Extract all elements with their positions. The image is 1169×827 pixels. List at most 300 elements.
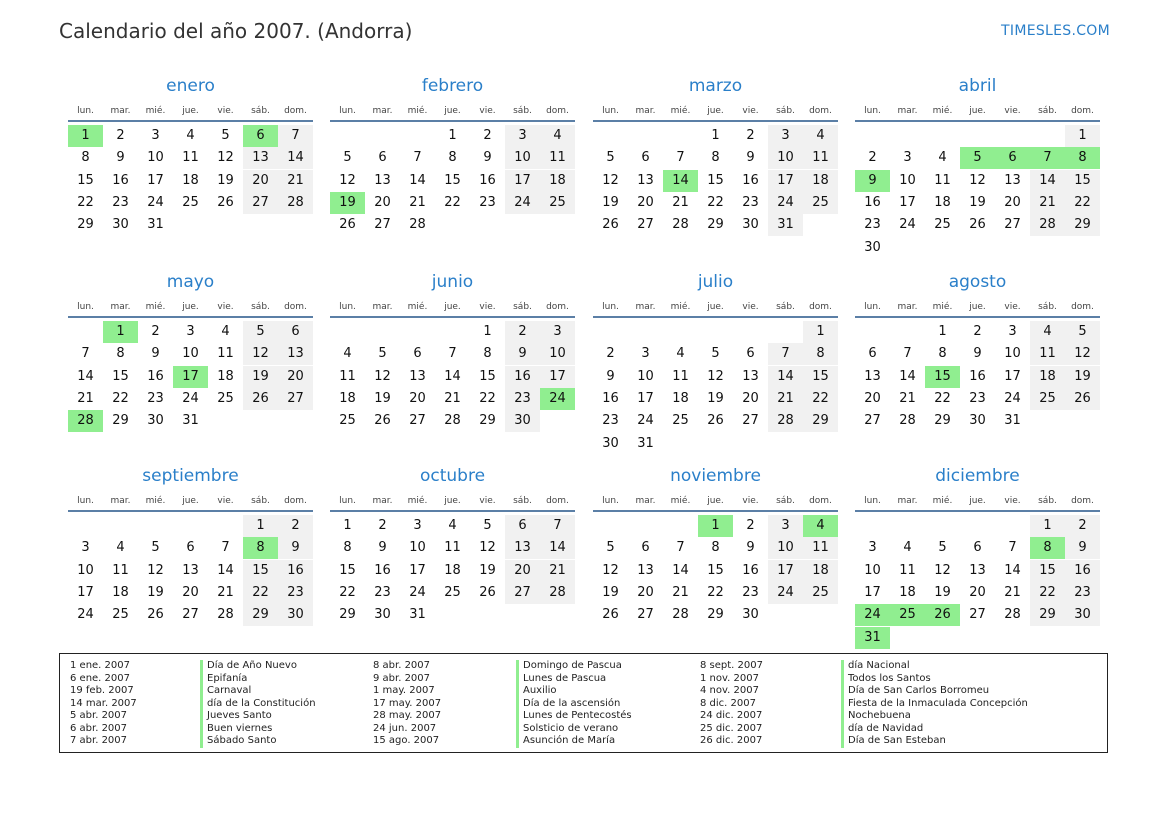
day-cell: 18 [540,170,575,192]
month-name: enero [166,76,215,96]
day-cell: 10 [409,540,426,556]
day-cell: 29 [707,217,724,233]
legend-dates-column [70,660,137,748]
day-cell: 3 [505,125,540,147]
weekday-label: lun. [602,496,619,506]
day-cell: 11 [899,562,916,578]
day-cell: 17 [864,584,881,600]
day-cell: 2 [278,515,313,537]
day-cell: 17 [540,366,575,388]
day-cell: 26 [1065,388,1100,410]
holiday-day-cell: 8 [1065,147,1100,169]
weekday-label: vie. [217,106,234,116]
legend-holiday-name: Todos los Santos [841,673,1028,686]
legend-dates-column [373,660,441,748]
day-cell: 3 [768,125,803,147]
day-cell: 5 [221,128,230,143]
day-cell: 16 [479,172,496,188]
day-cell: 8 [711,150,720,166]
day-cell: 27 [505,582,540,604]
day-cell: 3 [641,346,650,362]
day-grid [593,122,838,262]
day-cell: 3 [151,128,160,143]
day-cell: 23 [969,390,986,406]
day-cell: 28 [409,217,426,233]
day-cell: 18 [444,562,461,578]
day-cell: 26 [217,194,234,210]
day-cell: 7 [540,515,575,537]
day-grid [330,122,575,262]
legend-holiday-name: Día de San Carlos Borromeu [841,685,1028,698]
day-cell: 7 [278,125,313,147]
day-cell: 22 [1065,192,1100,214]
day-cell: 3 [81,540,90,556]
weekday-label: sáb. [513,496,532,506]
day-cell: 8 [803,343,838,365]
day-cell: 1 [343,518,352,533]
day-cell: 25 [672,413,689,429]
day-cell: 23 [742,194,759,210]
weekday-label: vie. [742,106,759,116]
weekday-label: mar. [897,496,918,506]
day-cell: 23 [278,582,313,604]
weekday-label: lun. [77,302,94,312]
day-cell: 20 [742,390,759,406]
weekday-label: lun. [864,106,881,116]
day-cell: 13 [1004,172,1021,188]
day-cell: 11 [339,368,356,384]
day-cell: 2 [505,321,540,343]
weekday-label: mié. [932,496,953,506]
day-cell: 7 [448,346,457,362]
day-cell: 8 [448,150,457,166]
weekday-label: sáb. [1038,302,1057,312]
holiday-day-cell: 8 [243,537,278,559]
day-cell: 3 [540,321,575,343]
day-cell: 11 [444,540,461,556]
day-cell: 7 [903,346,912,362]
day-cell: 28 [768,410,803,432]
legend-date: 19 feb. 2007 [70,685,134,696]
day-cell: 8 [116,346,125,362]
day-cell: 30 [1065,604,1100,626]
day-cell: 13 [374,172,391,188]
day-cell: 2 [116,128,125,143]
holiday-day-cell: 31 [855,627,890,649]
day-cell: 10 [182,346,199,362]
month-name: septiembre [142,466,239,486]
day-cell: 17 [147,172,164,188]
holiday-day-cell: 26 [925,604,960,626]
month-name: noviembre [670,466,761,486]
day-cell: 19 [1065,366,1100,388]
legend-date: 8 sept. 2007 [700,660,763,671]
weekday-label: vie. [217,496,234,506]
month-julio [593,270,838,458]
day-cell: 4 [938,150,947,166]
weekday-label: sáb. [1038,106,1057,116]
day-cell: 17 [505,170,540,192]
weekday-label: mar. [110,106,131,116]
month-name: junio [431,272,474,292]
holiday-day-cell: 28 [68,410,103,432]
day-cell: 23 [112,194,129,210]
holiday-day-cell: 24 [540,388,575,410]
day-cell: 15 [479,368,496,384]
day-cell: 13 [182,562,199,578]
legend-holiday-name: Jueves Santo [200,710,316,723]
day-cell: 18 [672,390,689,406]
day-cell: 14 [77,368,94,384]
day-cell: 7 [413,150,422,166]
day-cell: 19 [969,194,986,210]
legend-date: 1 may. 2007 [373,685,435,696]
weekday-header [593,492,838,512]
weekday-label: vie. [217,302,234,312]
day-cell: 14 [540,537,575,559]
weekday-label: mié. [932,302,953,312]
day-cell: 27 [182,607,199,623]
legend-date: 14 mar. 2007 [70,697,137,709]
day-cell: 29 [243,604,278,626]
weekday-label: sáb. [513,302,532,312]
day-cell: 20 [969,584,986,600]
day-cell: 20 [1004,194,1021,210]
day-cell: 12 [707,368,724,384]
day-cell: 28 [672,217,689,233]
weekday-label: dom. [809,302,832,312]
day-cell: 20 [374,194,391,210]
day-cell: 30 [374,607,391,623]
day-grid [68,122,313,262]
day-cell: 12 [602,172,619,188]
weekday-label: jue. [707,496,724,506]
day-cell: 16 [1065,560,1100,582]
day-cell: 16 [147,368,164,384]
day-cell: 21 [217,584,234,600]
day-cell: 9 [378,540,387,556]
day-cell: 17 [768,170,803,192]
day-cell: 2 [1065,515,1100,537]
day-cell: 18 [217,368,234,384]
day-cell: 22 [707,584,724,600]
month-octubre [330,464,575,652]
weekday-label: jue. [182,302,199,312]
month-marzo [593,74,838,262]
day-cell: 18 [934,194,951,210]
weekday-label: mié. [670,496,691,506]
weekday-label: lun. [339,106,356,116]
day-cell: 30 [278,604,313,626]
legend-date: 4 nov. 2007 [700,685,759,696]
legend-date: 9 abr. 2007 [373,672,431,684]
day-cell: 21 [1004,584,1021,600]
day-cell: 29 [77,217,94,233]
weekday-label: dom. [809,106,832,116]
month-agosto [855,270,1100,458]
day-cell: 4 [186,128,195,143]
day-cell: 25 [803,192,838,214]
day-cell: 27 [742,413,759,429]
day-cell: 24 [637,413,654,429]
day-cell: 22 [479,390,496,406]
day-cell: 23 [147,390,164,406]
day-cell: 13 [742,368,759,384]
day-cell: 29 [1030,604,1065,626]
day-cell: 27 [1004,217,1021,233]
weekday-label: vie. [742,496,759,506]
legend-date: 8 abr. 2007 [373,660,431,671]
legend-holiday-name: Buen viernes [200,723,316,736]
day-cell: 14 [217,562,234,578]
day-cell: 22 [243,582,278,604]
legend-holiday-name: Epifanía [200,673,316,686]
day-cell: 16 [505,366,540,388]
day-cell: 29 [1065,214,1100,236]
day-cell: 19 [934,584,951,600]
day-cell: 17 [409,562,426,578]
day-cell: 21 [899,390,916,406]
weekday-label: sáb. [251,106,270,116]
weekday-label: mar. [372,302,393,312]
day-cell: 9 [746,540,755,556]
day-cell: 10 [768,147,803,169]
day-cell: 10 [864,562,881,578]
weekday-label: dom. [809,496,832,506]
weekday-header [593,102,838,122]
day-cell: 23 [864,217,881,233]
day-cell: 31 [1004,413,1021,429]
day-cell: 1 [1065,125,1100,147]
day-cell: 4 [343,346,352,362]
holiday-day-cell: 7 [1030,147,1065,169]
day-cell: 14 [672,562,689,578]
weekday-label: mar. [897,106,918,116]
month-name: diciembre [935,466,1020,486]
weekday-label: lun. [602,302,619,312]
day-cell: 17 [637,390,654,406]
day-cell: 25 [803,582,838,604]
weekday-label: dom. [284,302,307,312]
day-cell: 9 [746,150,755,166]
day-cell: 31 [637,435,654,451]
weekday-label: vie. [479,106,496,116]
day-cell: 25 [217,390,234,406]
day-cell: 15 [444,172,461,188]
weekday-label: vie. [1004,496,1021,506]
day-cell: 18 [803,560,838,582]
day-cell: 24 [182,390,199,406]
day-cell: 22 [803,388,838,410]
day-cell: 19 [602,194,619,210]
day-cell: 24 [505,192,540,214]
month-name: agosto [948,272,1007,292]
day-cell: 29 [934,413,951,429]
day-grid [68,318,313,458]
day-cell: 16 [742,172,759,188]
month-noviembre [593,464,838,652]
legend-holiday-name: Sábado Santo [200,735,316,748]
day-cell: 15 [1030,560,1065,582]
day-cell: 2 [746,518,755,533]
day-cell: 12 [934,562,951,578]
day-cell: 16 [602,390,619,406]
day-cell: 5 [378,346,387,362]
legend-date: 24 jun. 2007 [373,722,437,734]
weekday-label: mié. [407,106,428,116]
day-cell: 15 [339,562,356,578]
day-cell: 16 [742,562,759,578]
day-cell: 26 [374,413,391,429]
weekday-label: dom. [1071,302,1094,312]
month-enero [68,74,313,262]
weekday-label: vie. [479,302,496,312]
day-cell: 28 [1030,214,1065,236]
day-cell: 15 [112,368,129,384]
weekday-label: jue. [707,302,724,312]
holiday-day-cell: 4 [803,515,838,537]
day-grid [330,512,575,652]
day-cell: 13 [505,537,540,559]
holiday-day-cell: 9 [855,170,890,192]
weekday-label: dom. [284,106,307,116]
day-cell: 2 [973,324,982,339]
day-cell: 21 [540,560,575,582]
day-cell: 11 [1030,343,1065,365]
weekday-label: vie. [1004,106,1021,116]
legend-date: 28 may. 2007 [373,710,442,721]
day-cell: 14 [899,368,916,384]
day-cell: 1 [243,515,278,537]
day-cell: 18 [899,584,916,600]
day-cell: 11 [217,346,234,362]
day-cell: 7 [221,540,230,556]
day-cell: 8 [938,346,947,362]
day-cell: 9 [278,537,313,559]
month-mayo [68,270,313,458]
holiday-day-cell: 1 [698,515,733,537]
day-cell: 18 [182,172,199,188]
month-name: abril [958,76,997,96]
legend-names-column [516,660,632,748]
legend-date: 15 ago. 2007 [373,735,440,746]
day-cell: 20 [505,560,540,582]
day-cell: 26 [479,584,496,600]
day-cell: 11 [803,537,838,559]
day-cell: 7 [676,150,685,166]
day-cell: 24 [768,582,803,604]
day-cell: 14 [409,172,426,188]
day-cell: 26 [602,217,619,233]
day-cell: 9 [606,368,615,384]
legend-date: 5 abr. 2007 [70,710,128,721]
day-cell: 27 [969,607,986,623]
day-cell: 7 [1008,540,1017,556]
day-cell: 28 [278,192,313,214]
day-cell: 11 [112,562,129,578]
day-cell: 15 [803,366,838,388]
day-cell: 10 [540,343,575,365]
weekday-label: jue. [969,302,986,312]
day-cell: 3 [868,540,877,556]
legend-holiday-name: Fiesta de la Inmaculada Concepción [841,698,1028,711]
day-cell: 8 [483,346,492,362]
day-cell: 24 [1004,390,1021,406]
holiday-day-cell: 6 [995,147,1030,169]
day-cell: 13 [409,368,426,384]
day-cell: 16 [864,194,881,210]
day-cell: 7 [768,343,803,365]
day-cell: 10 [637,368,654,384]
day-cell: 27 [637,607,654,623]
weekday-label: mar. [635,302,656,312]
legend-holiday-name: Lunes de Pentecostés [516,710,632,723]
day-cell: 11 [672,368,689,384]
day-cell: 23 [505,388,540,410]
weekday-header [68,492,313,512]
day-cell: 24 [768,192,803,214]
day-grid [593,318,838,458]
legend-holiday-name: Domingo de Pascua [516,660,632,673]
day-cell: 31 [182,413,199,429]
day-cell: 24 [899,217,916,233]
day-grid [855,318,1100,458]
month-septiembre [68,464,313,652]
day-cell: 4 [540,125,575,147]
day-cell: 8 [81,150,90,166]
day-grid [330,318,575,458]
day-cell: 17 [1004,368,1021,384]
day-cell: 27 [864,413,881,429]
day-cell: 15 [707,172,724,188]
day-cell: 21 [409,194,426,210]
day-cell: 28 [540,582,575,604]
holiday-day-cell: 1 [68,125,103,147]
day-cell: 2 [868,150,877,166]
weekday-header [330,492,575,512]
day-cell: 21 [672,194,689,210]
day-cell: 30 [505,410,540,432]
legend-holiday-name: Día de la ascensión [516,698,632,711]
day-cell: 20 [243,170,278,192]
day-cell: 1 [448,128,457,143]
day-cell: 24 [409,584,426,600]
day-cell: 19 [707,390,724,406]
weekday-label: lun. [77,496,94,506]
day-cell: 23 [602,413,619,429]
weekday-label: jue. [969,496,986,506]
day-cell: 23 [742,584,759,600]
day-cell: 10 [505,147,540,169]
day-cell: 29 [803,410,838,432]
day-cell: 3 [413,518,422,533]
day-cell: 29 [479,413,496,429]
day-cell: 21 [444,390,461,406]
weekday-label: mar. [110,302,131,312]
brand-logo[interactable]: TIMESLES.COM [1001,23,1110,39]
day-cell: 14 [768,366,803,388]
weekday-label: lun. [864,302,881,312]
day-cell: 11 [540,147,575,169]
legend-holiday-name: Carnaval [200,685,316,698]
day-cell: 26 [243,388,278,410]
day-cell: 9 [116,150,125,166]
day-cell: 30 [112,217,129,233]
day-cell: 31 [409,607,426,623]
legend-date: 24 dic. 2007 [700,710,763,721]
day-cell: 25 [540,192,575,214]
day-cell: 26 [602,607,619,623]
